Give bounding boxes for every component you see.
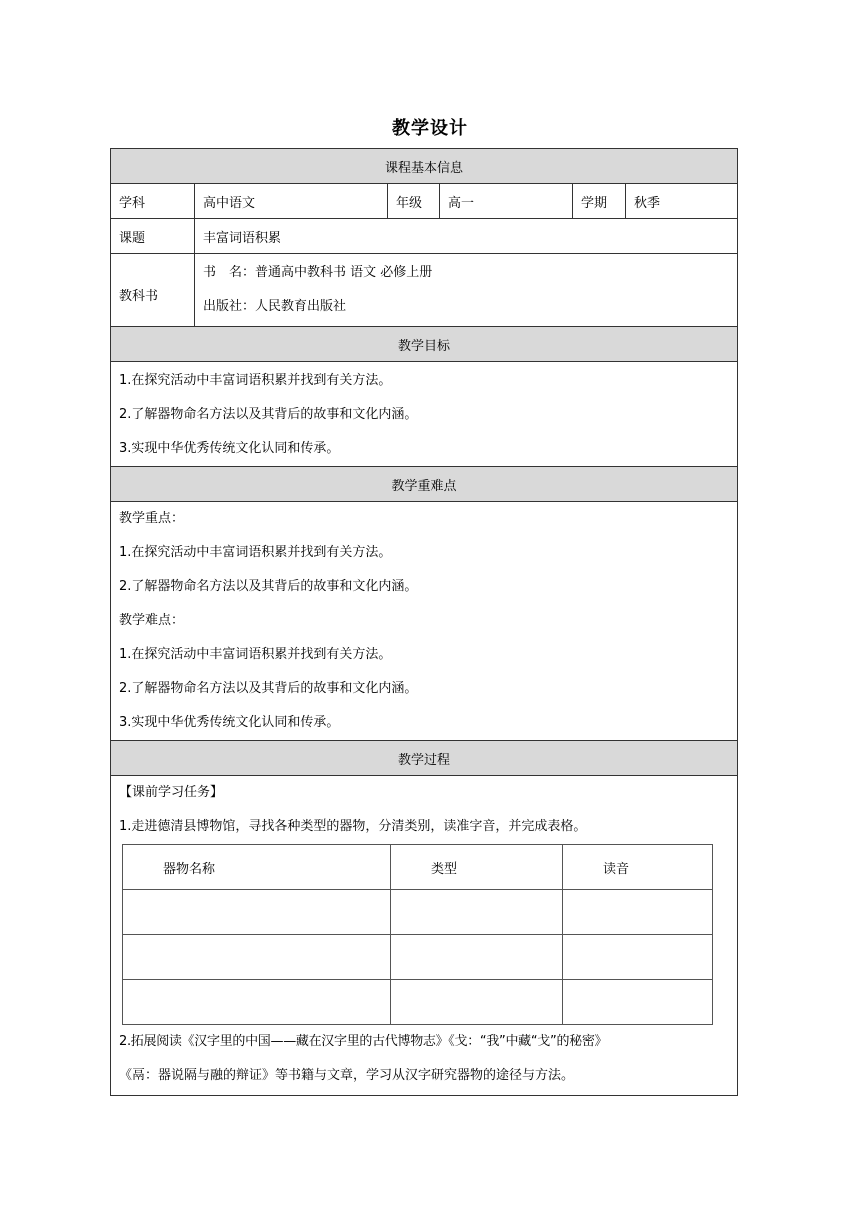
task-2-line-2: 《鬲：器说隔与融的辩证》等书籍与文章，学习从汉字研究器物的途径与方法。 xyxy=(119,1068,575,1083)
grade-value: 高一 xyxy=(440,184,573,219)
table-cell[interactable] xyxy=(123,935,391,980)
difficulty-label: 教学难点： xyxy=(119,613,185,628)
table-cell[interactable] xyxy=(563,890,713,935)
section-header-goals: 教学目标 xyxy=(111,327,738,362)
topic-label: 课题 xyxy=(111,219,195,254)
section-header-basic-info: 课程基本信息 xyxy=(111,149,738,184)
goal-item: 3.实现中华优秀传统文化认同和传承。 xyxy=(119,441,340,456)
table-cell[interactable] xyxy=(563,935,713,980)
artifact-table-row xyxy=(123,980,713,1025)
difficulty-item: 1.在探究活动中丰富词语积累并找到有关方法。 xyxy=(119,647,392,662)
grade-label: 年级 xyxy=(388,184,440,219)
term-value: 秋季 xyxy=(626,184,738,219)
artifact-table-header-pronunciation: 读音 xyxy=(563,845,713,890)
focus-item: 2.了解器物命名方法以及其背后的故事和文化内涵。 xyxy=(119,579,418,594)
table-cell[interactable] xyxy=(123,890,391,935)
artifact-table-row xyxy=(123,935,713,980)
difficulty-item: 3.实现中华优秀传统文化认同和传承。 xyxy=(119,715,340,730)
goal-item: 1.在探究活动中丰富词语积累并找到有关方法。 xyxy=(119,373,392,388)
term-label: 学期 xyxy=(573,184,626,219)
table-cell[interactable] xyxy=(123,980,391,1025)
lesson-plan-table xyxy=(110,148,738,1096)
table-cell[interactable] xyxy=(391,890,563,935)
artifact-table-row xyxy=(123,890,713,935)
page-title: 教学设计 xyxy=(392,118,468,139)
textbook-name: 书 名：普通高中教科书 语文 必修上册 xyxy=(203,265,433,280)
artifact-table-header-name: 器物名称 xyxy=(123,845,391,890)
subject-value: 高中语文 xyxy=(195,184,388,219)
goal-item: 2.了解器物命名方法以及其背后的故事和文化内涵。 xyxy=(119,407,418,422)
focus-item: 1.在探究活动中丰富词语积累并找到有关方法。 xyxy=(119,545,392,560)
task-1: 1.走进德清县博物馆，寻找各种类型的器物，分清类别，读准字音，并完成表格。 xyxy=(119,819,587,834)
focus-label: 教学重点： xyxy=(119,511,185,526)
table-cell[interactable] xyxy=(563,980,713,1025)
subject-label: 学科 xyxy=(111,184,195,219)
topic-value: 丰富词语积累 xyxy=(195,219,738,254)
task-heading: 【课前学习任务】 xyxy=(119,785,224,800)
section-header-process: 教学过程 xyxy=(111,741,738,776)
table-cell[interactable] xyxy=(391,980,563,1025)
textbook-label: 教科书 xyxy=(111,254,195,327)
table-cell[interactable] xyxy=(391,935,563,980)
section-header-keypoints: 教学重难点 xyxy=(111,467,738,502)
artifact-table-header-type: 类型 xyxy=(391,845,563,890)
textbook-publisher: 出版社：人民教育出版社 xyxy=(203,299,347,314)
difficulty-item: 2.了解器物命名方法以及其背后的故事和文化内涵。 xyxy=(119,681,418,696)
task-2-line-1: 2.拓展阅读《汉字里的中国——藏在汉字里的古代博物志》《戈：“我”中藏“戈”的秘密》 xyxy=(119,1034,608,1049)
artifact-table xyxy=(122,844,713,1025)
